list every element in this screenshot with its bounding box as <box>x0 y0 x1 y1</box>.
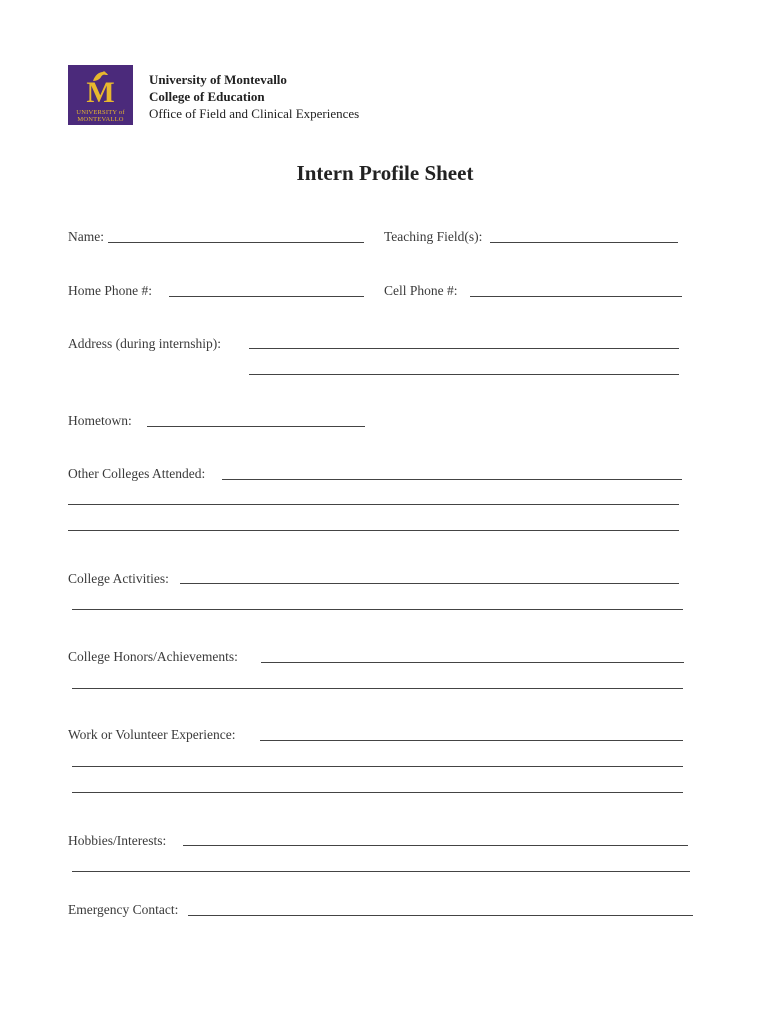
university-logo <box>68 65 133 125</box>
college-activities-label: College Activities: <box>68 571 169 586</box>
logo-letter: M <box>86 76 115 109</box>
header-text <box>149 71 359 122</box>
emergency-contact-field[interactable] <box>188 915 693 916</box>
cell-phone-field[interactable] <box>470 296 682 297</box>
other-colleges-label: Other Colleges Attended: <box>68 466 206 481</box>
college-activities-field-line-1[interactable] <box>180 583 679 584</box>
other-colleges-field-line-2[interactable] <box>68 504 679 505</box>
work-volunteer-field-line-2[interactable] <box>72 766 683 767</box>
college-activities-field-line-2[interactable] <box>72 609 683 610</box>
home-phone-label: Home Phone #: <box>68 283 152 298</box>
work-volunteer-field-line-3[interactable] <box>72 792 683 793</box>
other-colleges-field-line-3[interactable] <box>68 530 679 531</box>
work-volunteer-label: Work or Volunteer Experience: <box>68 727 236 742</box>
address-label: Address (during internship): <box>68 336 221 351</box>
hobbies-field-line-2[interactable] <box>72 871 690 872</box>
hobbies-field-line-1[interactable] <box>183 845 688 846</box>
hobbies-label: Hobbies/Interests: <box>68 833 167 848</box>
university-name: University of Montevallo <box>149 72 287 87</box>
address-field-line-2[interactable] <box>249 374 679 375</box>
hometown-label: Hometown: <box>68 413 132 428</box>
work-volunteer-field-line-1[interactable] <box>260 740 683 741</box>
office-name: Office of Field and Clinical Experiences <box>149 106 360 121</box>
honors-field-line-1[interactable] <box>261 662 684 663</box>
cell-phone-label: Cell Phone #: <box>384 283 458 298</box>
college-name: College of Education <box>149 89 265 104</box>
other-colleges-field-line-1[interactable] <box>222 479 682 480</box>
address-field-line-1[interactable] <box>249 348 679 349</box>
name-field[interactable] <box>108 242 364 243</box>
teaching-field-field[interactable] <box>490 242 678 243</box>
name-label: Name: <box>68 229 104 244</box>
teaching-field-label: Teaching Field(s): <box>384 229 483 244</box>
home-phone-field[interactable] <box>169 296 364 297</box>
honors-label: College Honors/Achievements: <box>68 649 238 664</box>
hometown-field[interactable] <box>147 426 365 427</box>
emergency-contact-label: Emergency Contact: <box>68 902 179 917</box>
page-title: Intern Profile Sheet <box>296 161 474 185</box>
logo-wordmark: UNIVERSITY of MONTEVALLO <box>76 109 125 123</box>
honors-field-line-2[interactable] <box>72 688 683 689</box>
